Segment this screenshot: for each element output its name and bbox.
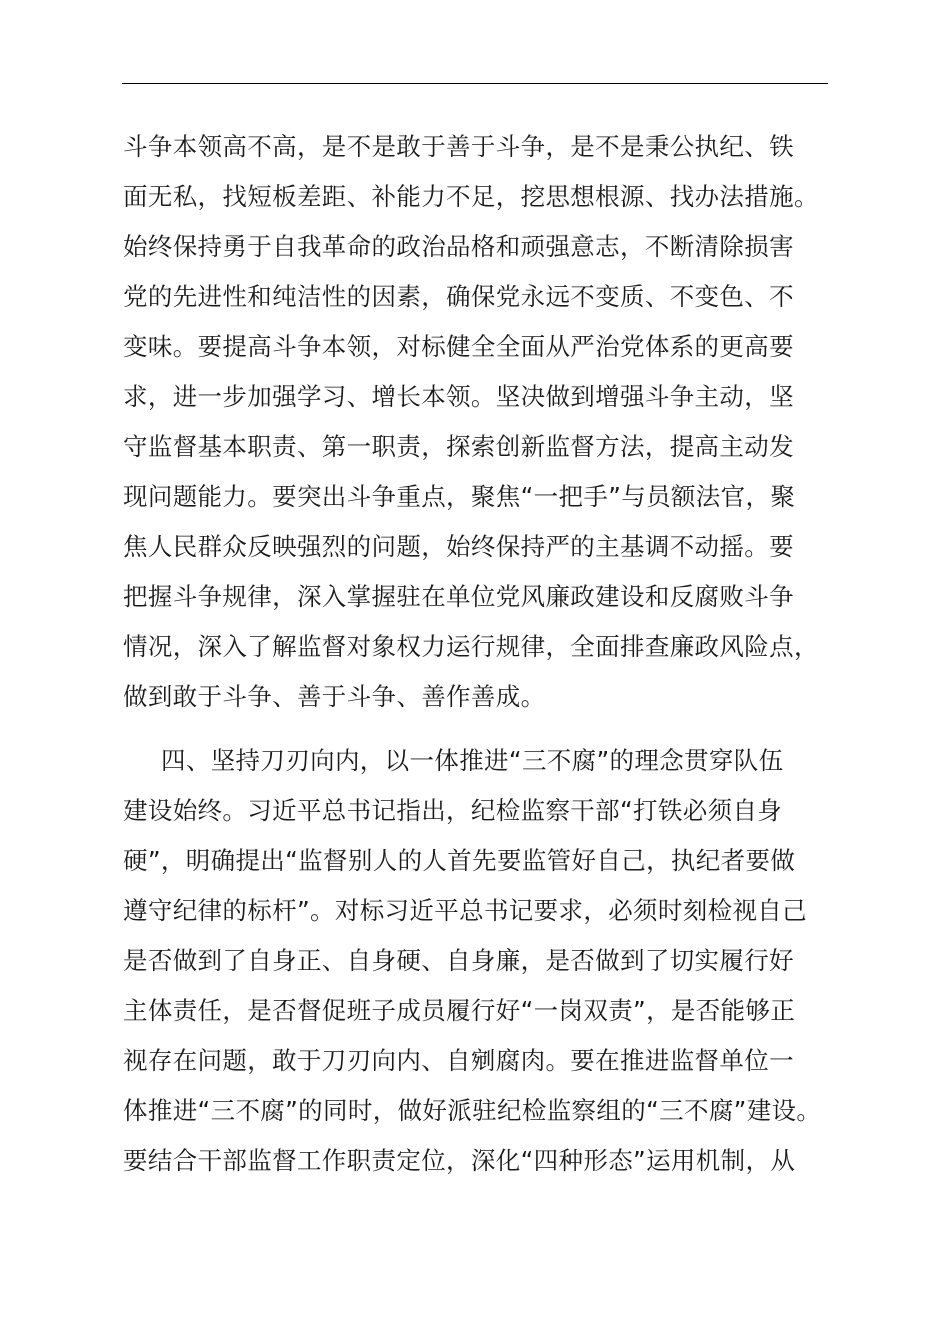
text-line: 焦人民群众反映强烈的问题，始终保持严的主基调不动摇。要 <box>123 532 794 561</box>
text-line: 始终保持勇于自我革命的政治品格和顽强意志，不断清除损害 <box>123 232 794 261</box>
header-rule <box>122 83 828 84</box>
text-line: 硬”，明确提出“监督别人的人首先要监管好自己，执纪者要做 <box>123 846 796 875</box>
text-line: 做到敢于斗争、善于斗争、善作善成。 <box>123 682 546 711</box>
text-line: 求，进一步加强学习、增长本领。坚决做到增强斗争主动，坚 <box>123 382 794 411</box>
paragraph-1 <box>123 122 843 722</box>
document-body <box>123 122 843 1186</box>
paragraph-gap <box>123 722 843 736</box>
text-line: 四、坚持刀刃向内，以一体推进“三不腐”的理念贯穿队伍 <box>161 746 784 775</box>
text-line: 党的先进性和纯洁性的因素，确保党永远不变质、不变色、不 <box>123 282 794 311</box>
text-line: 守监督基本职责、第一职责，探索创新监督方法，提高主动发 <box>123 432 794 461</box>
text-line: 面无私，找短板差距、补能力不足，挖思想根源、找办法措施。 <box>123 182 819 211</box>
text-line: 遵守纪律的标杆”。对标习近平总书记要求，必须时刻检视自己 <box>123 896 807 925</box>
text-line: 要结合干部监督工作职责定位，深化“四种形态”运用机制，从 <box>123 1146 796 1175</box>
text-line: 主体责任，是否督促班子成员履行好“一岗双责”，是否能够正 <box>123 996 796 1025</box>
text-line: 变味。要提高斗争本领，对标健全全面从严治党体系的更高要 <box>123 332 794 361</box>
text-line: 体推进“三不腐”的同时，做好派驻纪检监察组的“三不腐”建设。 <box>123 1096 822 1125</box>
text-line: 是否做到了自身正、自身硬、自身廉，是否做到了切实履行好 <box>123 946 794 975</box>
text-line: 斗争本领高不高，是不是敢于善于斗争，是不是秉公执纪、铁 <box>123 132 794 161</box>
text-line: 现问题能力。要突出斗争重点，聚焦“一把手”与员额法官，聚 <box>123 482 796 511</box>
paragraph-2 <box>123 736 843 1186</box>
text-line: 把握斗争规律，深入掌握驻在单位党风廉政建设和反腐败斗争 <box>123 582 794 611</box>
text-line: 情况，深入了解监督对象权力运行规律，全面排查廉政风险点， <box>123 632 819 661</box>
text-line: 视存在问题，敢于刀刃向内、自剜腐肉。要在推进监督单位一 <box>123 1046 794 1075</box>
text-line: 建设始终。习近平总书记指出，纪检监察干部“打铁必须自身 <box>123 796 783 825</box>
